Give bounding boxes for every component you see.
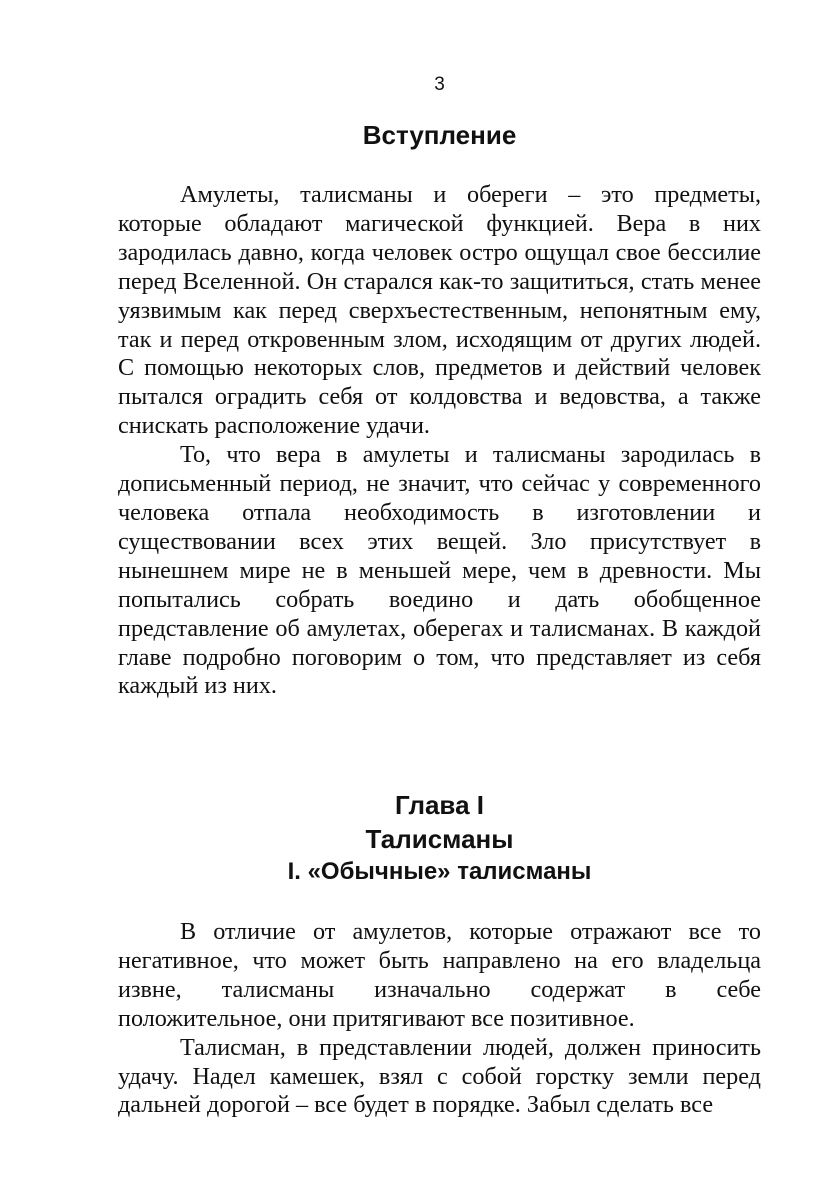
section-title: I. «Обычные» талисманы <box>287 858 592 885</box>
chapter-number: Глава I <box>395 790 484 820</box>
chapter-title: Талисманы <box>365 824 514 854</box>
section-paragraph-1: В отличие от амулетов, которые отражают все то негативное, что может быть направлено на его владельца извне, талисманы изначально содержат в себе положительное, они притягивают все позитивное. <box>118 918 761 1032</box>
page-number: 3 <box>434 74 445 95</box>
intro-paragraph-2: То, что вера в амулеты и талисманы зародилась в дописьменный период, не значит, что сейчас у современного человека отпала необходимость в изготовлении и существовании всех этих вещей. Зло присутствует в нынешнем мире не в меньшей мере, чем в древности. Мы попытались собрать воедино и дать обобщенное представление об амулетах, оберегах и талисманах. В каждой главе подробно поговорим о том, что представляет из себя каждый из них. <box>118 441 761 700</box>
intro-paragraph-1: Амулеты, талисманы и обереги – это предметы, которые обладают магической функцией. Вера в них зародилась давно, когда человек остро ощущал свое бессилие перед Вселенной. Он старался как-то защититься, стать менее уязвимым как перед сверхъестественным, непонятным ему, так и перед откровенным злом, исходящим от других людей. С помощью некоторых слов, предметов и действий человек пытался оградить себя от колдовства и ведовства, а также снискать расположение удачи. <box>118 181 761 440</box>
section-text <box>118 918 761 1120</box>
section-paragraph-2: Талисман, в представлении людей, должен приносить удачу. Надел камешек, взял с собой горстку земли перед дальней дорогой – все будет в порядке. Забыл сделать все <box>118 1033 761 1119</box>
intro-title: Вступление <box>362 120 517 150</box>
intro-text <box>118 181 761 701</box>
